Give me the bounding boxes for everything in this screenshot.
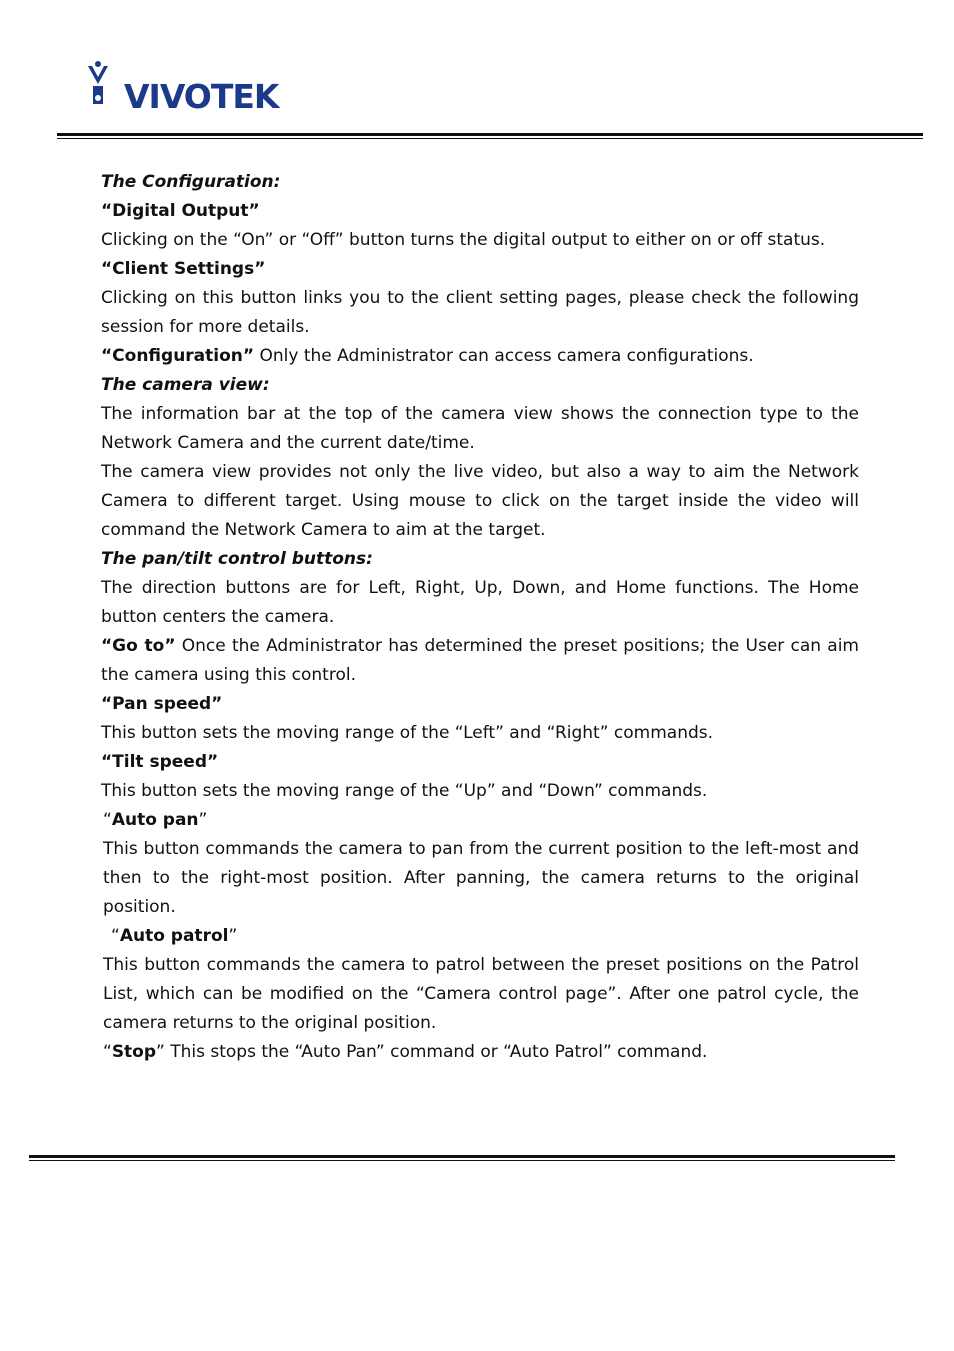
stop-open-quote: “ (103, 1042, 112, 1062)
camera-view-para-1: The information bar at the top of the camera view shows the connection type to the Network Camera and the current date/time. (101, 404, 859, 453)
goto-text: Once the Administrator has determined the preset positions; the User can aim the camera using this control. (101, 636, 859, 685)
auto-patrol-text: This button commands the camera to patrol between the preset positions on the Patrol List, which can be modified on the “Camera control page”. After one patrol cycle, the camera returns to the original position. (103, 955, 859, 1033)
stop-label: Stop (111, 1042, 157, 1062)
auto-patrol-label: Auto patrol (119, 926, 229, 946)
goto-paragraph (101, 632, 859, 690)
configuration-text: Only the Administrator can access camera configurations. (254, 346, 754, 366)
document-body (101, 168, 859, 1067)
pan-tilt-para-1: The direction buttons are for Left, Right, Up, Down, and Home functions. The Home button centers the camera. (101, 578, 859, 627)
auto-patrol-open-quote: “ (111, 926, 120, 946)
client-settings-label: “Client Settings” (101, 259, 266, 279)
section-heading-pan-tilt: The pan/tilt control buttons: (101, 549, 373, 569)
auto-pan-label: Auto pan (111, 810, 199, 830)
svg-text:VIVOTEK: VIVOTEK (124, 77, 279, 114)
auto-pan-heading (101, 806, 859, 835)
digital-output-label: “Digital Output” (101, 201, 260, 221)
header-rule (57, 133, 923, 139)
auto-pan-close-quote: ” (198, 810, 208, 830)
digital-output-text: Clicking on the “On” or “Off” button turns the digital output to either on or off status. (101, 230, 826, 250)
stop-text: ” This stops the “Auto Pan” command or “Auto Patrol” command. (156, 1042, 708, 1062)
section-heading-configuration: The Configuration: (101, 172, 281, 192)
pan-speed-text: This button sets the moving range of the “Left” and “Right” commands. (101, 723, 714, 743)
auto-patrol-heading (101, 922, 859, 951)
tilt-speed-text: This button sets the moving range of the “Up” and “Down” commands. (101, 781, 708, 801)
configuration-label: “Configuration” (101, 346, 255, 366)
auto-pan-text: This button commands the camera to pan from the current position to the left-most and then to the right-most position. After panning, the camera returns to the original position. (103, 839, 859, 917)
tilt-speed-label: “Tilt speed” (101, 752, 219, 772)
auto-patrol-close-quote: ” (228, 926, 238, 946)
footer-rule (29, 1155, 895, 1161)
goto-label: “Go to” (101, 636, 176, 656)
camera-view-para-2: The camera view provides not only the live video, but also a way to aim the Network Camera to different target. Using mouse to click on the target inside the video will command the Network Camera to aim at the target. (101, 462, 859, 540)
client-settings-text: Clicking on this button links you to the client setting pages, please check the following session for more details. (101, 288, 859, 337)
auto-pan-open-quote: “ (103, 810, 112, 830)
pan-speed-label: “Pan speed” (101, 694, 223, 714)
configuration-paragraph (101, 342, 859, 371)
section-heading-camera-view: The camera view: (101, 375, 270, 395)
stop-paragraph (101, 1038, 859, 1067)
vivotek-logo (84, 60, 294, 114)
